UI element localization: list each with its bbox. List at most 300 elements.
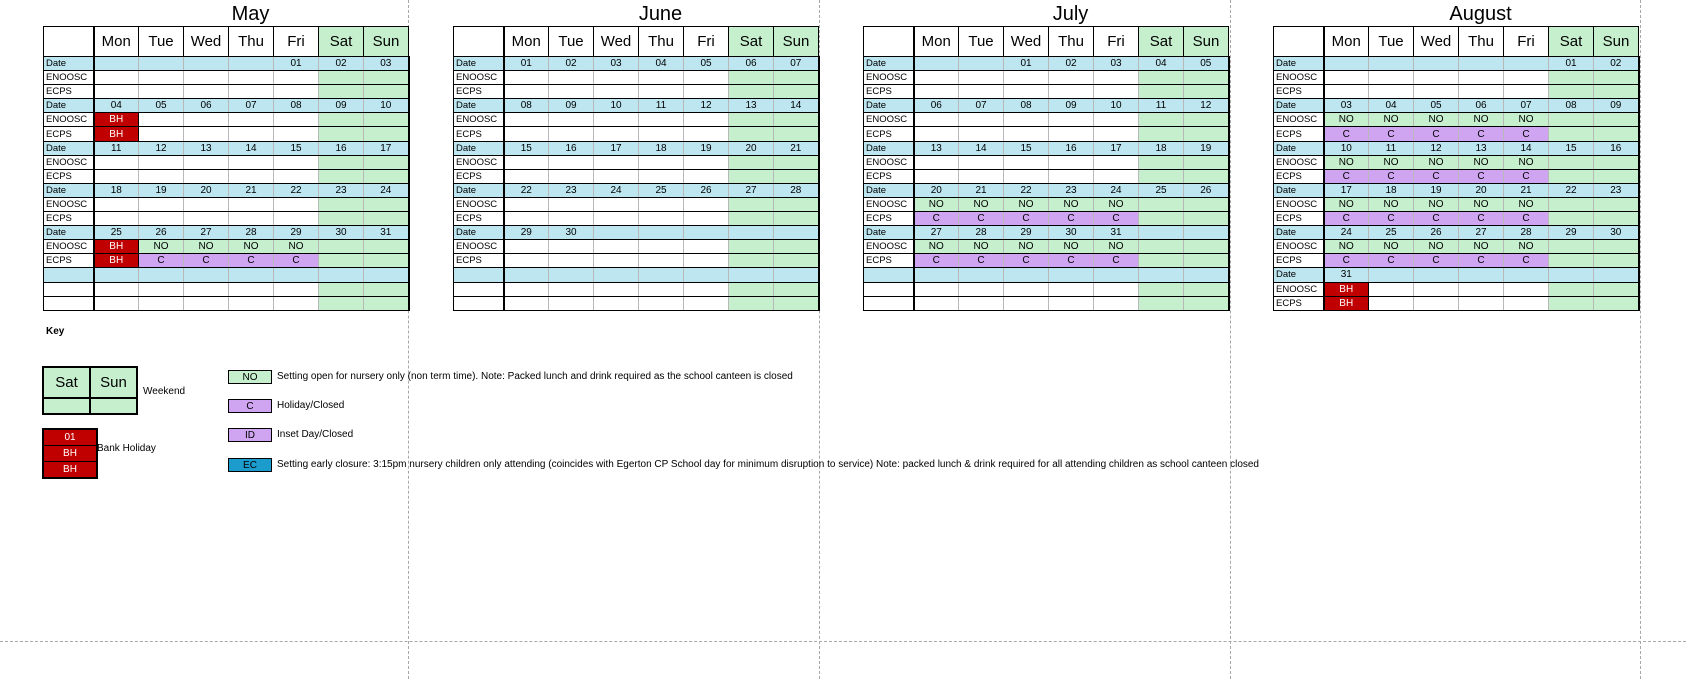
- date-cell: [639, 226, 684, 240]
- day-header-mon: Mon: [94, 27, 139, 57]
- ecps-status-cell: C: [1049, 212, 1094, 226]
- date-cell: [594, 226, 639, 240]
- ecps-status-cell: [1184, 169, 1229, 183]
- enoosc-status-cell: [1004, 155, 1049, 169]
- date-cell: 11: [1139, 99, 1184, 113]
- date-cell: [1504, 57, 1549, 71]
- ecps-status-cell: C: [959, 212, 1004, 226]
- blank-cell: [1049, 296, 1094, 310]
- ecps-row: [454, 254, 819, 268]
- enoosc-status-cell: [139, 197, 184, 211]
- enoosc-status-cell: [729, 113, 774, 127]
- blank-cell: [1004, 282, 1049, 296]
- date-cell: [1139, 226, 1184, 240]
- blank-label-cell: [864, 296, 914, 310]
- key-bh-cell: 01: [44, 430, 96, 446]
- enoosc-status-cell: [1004, 71, 1049, 85]
- date-cell: 15: [504, 141, 549, 155]
- ecps-status-cell: [1184, 127, 1229, 141]
- enoosc-status-cell: [94, 155, 139, 169]
- ecps-row: [1274, 296, 1639, 310]
- enoosc-status-cell: [1139, 197, 1184, 211]
- enoosc-status-cell: [1594, 71, 1639, 85]
- row-label-ecps: ECPS: [44, 127, 94, 141]
- row-label-enoosc: ENOOSC: [1274, 240, 1324, 254]
- ecps-status-cell: [1594, 127, 1639, 141]
- enoosc-status-cell: [1549, 113, 1594, 127]
- blank-cell: [504, 296, 549, 310]
- enoosc-status-cell: NO: [1459, 113, 1504, 127]
- ecps-status-cell: C: [1414, 127, 1459, 141]
- ecps-status-cell: [319, 254, 364, 268]
- enoosc-status-cell: [139, 113, 184, 127]
- enoosc-row: [1274, 197, 1639, 211]
- row-label-enoosc: ENOOSC: [1274, 197, 1324, 211]
- date-row: [44, 183, 409, 197]
- date-cell: 03: [594, 57, 639, 71]
- blank-label-cell: [44, 282, 94, 296]
- ecps-status-cell: [684, 85, 729, 99]
- enoosc-status-cell: NO: [1414, 240, 1459, 254]
- blank-label-cell: [864, 282, 914, 296]
- date-row: [864, 226, 1229, 240]
- date-cell: 22: [1004, 183, 1049, 197]
- ecps-status-cell: [1549, 169, 1594, 183]
- enoosc-row: [44, 155, 409, 169]
- enoosc-status-cell: [1094, 71, 1139, 85]
- blank-cell: [1004, 268, 1049, 282]
- date-cell: 21: [774, 141, 819, 155]
- enoosc-status-cell: [594, 113, 639, 127]
- date-cell: 09: [549, 99, 594, 113]
- enoosc-status-cell: [504, 155, 549, 169]
- ecps-status-cell: [1049, 85, 1094, 99]
- ecps-status-cell: C: [914, 212, 959, 226]
- ecps-status-cell: [914, 127, 959, 141]
- ecps-row: [44, 254, 409, 268]
- ecps-status-cell: [184, 212, 229, 226]
- row-label-enoosc: ENOOSC: [454, 113, 504, 127]
- blank-cell: [274, 282, 319, 296]
- blank-cell: [1049, 268, 1094, 282]
- enoosc-status-cell: NO: [1414, 155, 1459, 169]
- date-cell: 17: [594, 141, 639, 155]
- blank-cell: [594, 296, 639, 310]
- date-cell: 19: [684, 141, 729, 155]
- blank-cell: [1139, 268, 1184, 282]
- enoosc-status-cell: [364, 155, 409, 169]
- ecps-row: [454, 169, 819, 183]
- ecps-status-cell: C: [914, 254, 959, 268]
- month-calendar-table: [43, 26, 410, 311]
- row-label-enoosc: ENOOSC: [864, 113, 914, 127]
- date-cell: [1459, 57, 1504, 71]
- date-cell: 19: [139, 183, 184, 197]
- ecps-status-cell: [1049, 127, 1094, 141]
- blank-cell: [1139, 282, 1184, 296]
- date-cell: 03: [1324, 99, 1369, 113]
- ecps-status-cell: [549, 254, 594, 268]
- date-row: [44, 57, 409, 71]
- enoosc-status-cell: NO: [1504, 197, 1549, 211]
- row-label-date: Date: [44, 141, 94, 155]
- enoosc-status-cell: [549, 155, 594, 169]
- enoosc-row: [454, 240, 819, 254]
- ecps-status-cell: [1369, 85, 1414, 99]
- enoosc-status-cell: [319, 113, 364, 127]
- row-label-date: Date: [864, 141, 914, 155]
- blank-cell: [229, 296, 274, 310]
- date-cell: [684, 226, 729, 240]
- enoosc-status-cell: NO: [1459, 197, 1504, 211]
- enoosc-status-cell: [1094, 155, 1139, 169]
- enoosc-status-cell: [639, 155, 684, 169]
- enoosc-status-cell: [1139, 113, 1184, 127]
- date-cell: 02: [1049, 57, 1094, 71]
- ecps-status-cell: C: [1414, 212, 1459, 226]
- date-cell: 05: [684, 57, 729, 71]
- ecps-status-cell: [1549, 254, 1594, 268]
- blank-cell: [959, 268, 1004, 282]
- key-text-inset-day: Inset Day/Closed: [277, 429, 354, 440]
- ecps-status-cell: C: [1094, 254, 1139, 268]
- day-header-fri: Fri: [1094, 27, 1139, 57]
- day-header-sat: Sat: [1139, 27, 1184, 57]
- row-label-ecps: ECPS: [454, 85, 504, 99]
- enoosc-status-cell: [504, 197, 549, 211]
- ecps-status-cell: [229, 85, 274, 99]
- date-cell: 24: [1094, 183, 1139, 197]
- date-cell: 09: [1049, 99, 1094, 113]
- ecps-status-cell: [1049, 169, 1094, 183]
- enoosc-status-cell: [274, 155, 319, 169]
- enoosc-status-cell: [1594, 113, 1639, 127]
- ecps-status-cell: C: [184, 254, 229, 268]
- ecps-status-cell: C: [1504, 254, 1549, 268]
- date-row: [454, 99, 819, 113]
- enoosc-status-cell: NO: [1004, 197, 1049, 211]
- blank-cell: [1184, 268, 1229, 282]
- ecps-row: [454, 212, 819, 226]
- enoosc-status-cell: [1184, 240, 1229, 254]
- date-cell: 24: [1324, 226, 1369, 240]
- day-header-sun: Sun: [1594, 27, 1639, 57]
- row-label-ecps: ECPS: [44, 169, 94, 183]
- month-calendar-table: [863, 26, 1230, 311]
- enoosc-status-cell: [774, 240, 819, 254]
- date-cell: 27: [1459, 226, 1504, 240]
- date-cell: 02: [319, 57, 364, 71]
- row-label-enoosc: ENOOSC: [454, 155, 504, 169]
- day-header-fri: Fri: [274, 27, 319, 57]
- enoosc-status-cell: [184, 197, 229, 211]
- date-cell: [1594, 268, 1639, 282]
- ecps-status-cell: [1594, 296, 1639, 310]
- ecps-status-cell: [1549, 127, 1594, 141]
- enoosc-status-cell: [364, 113, 409, 127]
- date-cell: 01: [1004, 57, 1049, 71]
- date-cell: [1414, 268, 1459, 282]
- blank-row: [864, 282, 1229, 296]
- row-label-ecps: ECPS: [864, 254, 914, 268]
- enoosc-status-cell: [1594, 240, 1639, 254]
- ecps-status-cell: [549, 85, 594, 99]
- ecps-status-cell: [364, 85, 409, 99]
- blank-row: [44, 268, 409, 282]
- row-label-ecps: ECPS: [1274, 127, 1324, 141]
- blank-cell: [139, 268, 184, 282]
- date-row: [864, 141, 1229, 155]
- blank-label-cell: [44, 296, 94, 310]
- date-cell: 06: [1459, 99, 1504, 113]
- date-cell: 31: [364, 226, 409, 240]
- key-bh-cell: BH: [44, 462, 96, 477]
- date-cell: 21: [229, 183, 274, 197]
- date-cell: [1324, 57, 1369, 71]
- blank-cell: [594, 268, 639, 282]
- blank-row: [864, 268, 1229, 282]
- row-label-ecps: ECPS: [44, 212, 94, 226]
- ecps-status-cell: [639, 254, 684, 268]
- date-cell: 29: [504, 226, 549, 240]
- ecps-status-cell: C: [1459, 212, 1504, 226]
- enoosc-status-cell: [1414, 282, 1459, 296]
- ecps-status-cell: [684, 254, 729, 268]
- blank-label-cell: [864, 268, 914, 282]
- date-cell: [729, 226, 774, 240]
- date-cell: 27: [184, 226, 229, 240]
- blank-label-cell: [44, 268, 94, 282]
- blank-cell: [639, 282, 684, 296]
- date-row: [44, 99, 409, 113]
- ecps-status-cell: [184, 85, 229, 99]
- ecps-row: [864, 169, 1229, 183]
- date-cell: 31: [1094, 226, 1139, 240]
- ecps-status-cell: [504, 254, 549, 268]
- ecps-status-cell: [504, 169, 549, 183]
- enoosc-status-cell: [1549, 197, 1594, 211]
- enoosc-status-cell: NO: [139, 240, 184, 254]
- row-label-enoosc: ENOOSC: [864, 240, 914, 254]
- enoosc-status-cell: NO: [184, 240, 229, 254]
- ecps-status-cell: [594, 127, 639, 141]
- date-row: [1274, 226, 1639, 240]
- blank-cell: [549, 282, 594, 296]
- row-label-enoosc: ENOOSC: [454, 71, 504, 85]
- date-cell: 23: [1594, 183, 1639, 197]
- enoosc-status-cell: [684, 155, 729, 169]
- ecps-status-cell: BH: [94, 127, 139, 141]
- ecps-status-cell: [729, 169, 774, 183]
- key-swatch-closed: C: [228, 399, 272, 413]
- enoosc-status-cell: [94, 71, 139, 85]
- month-calendar-table: [453, 26, 820, 311]
- date-cell: 16: [549, 141, 594, 155]
- ecps-status-cell: [274, 85, 319, 99]
- row-label-enoosc: ENOOSC: [864, 155, 914, 169]
- ecps-status-cell: [364, 127, 409, 141]
- date-cell: 07: [229, 99, 274, 113]
- enoosc-status-cell: [729, 197, 774, 211]
- row-label-enoosc: ENOOSC: [44, 240, 94, 254]
- page-break-horizontal: [0, 641, 1686, 642]
- date-cell: [94, 57, 139, 71]
- date-cell: [184, 57, 229, 71]
- row-label-date: Date: [454, 99, 504, 113]
- enoosc-status-cell: BH: [94, 113, 139, 127]
- ecps-status-cell: [1549, 296, 1594, 310]
- date-cell: 01: [504, 57, 549, 71]
- ecps-status-cell: [639, 85, 684, 99]
- date-cell: 09: [319, 99, 364, 113]
- date-cell: [139, 57, 184, 71]
- enoosc-status-cell: [1549, 155, 1594, 169]
- ecps-status-cell: C: [1414, 254, 1459, 268]
- ecps-row: [1274, 85, 1639, 99]
- date-cell: 11: [94, 141, 139, 155]
- day-header-mon: Mon: [1324, 27, 1369, 57]
- date-cell: [229, 57, 274, 71]
- ecps-status-cell: [549, 127, 594, 141]
- row-label-ecps: ECPS: [454, 127, 504, 141]
- date-row: [454, 57, 819, 71]
- enoosc-status-cell: [594, 71, 639, 85]
- date-cell: 03: [1094, 57, 1139, 71]
- row-label-date: Date: [1274, 141, 1324, 155]
- blank-cell: [229, 268, 274, 282]
- key-bank-holiday-label: Bank Holiday: [97, 443, 156, 454]
- key-swatch-early-closure: EC: [228, 458, 272, 472]
- date-cell: 13: [914, 141, 959, 155]
- date-cell: 01: [274, 57, 319, 71]
- ecps-status-cell: [184, 169, 229, 183]
- ecps-status-cell: [94, 212, 139, 226]
- date-row: [454, 226, 819, 240]
- ecps-status-cell: C: [1504, 127, 1549, 141]
- ecps-status-cell: [549, 169, 594, 183]
- date-cell: 16: [1594, 141, 1639, 155]
- enoosc-status-cell: [549, 71, 594, 85]
- date-cell: 17: [364, 141, 409, 155]
- date-cell: [1369, 268, 1414, 282]
- ecps-status-cell: [1594, 212, 1639, 226]
- enoosc-status-cell: NO: [1094, 240, 1139, 254]
- date-cell: 14: [1504, 141, 1549, 155]
- row-label-date: Date: [454, 183, 504, 197]
- enoosc-status-cell: [774, 71, 819, 85]
- enoosc-status-cell: [684, 113, 729, 127]
- ecps-status-cell: [1459, 85, 1504, 99]
- row-label-date: Date: [1274, 99, 1324, 113]
- ecps-status-cell: [684, 169, 729, 183]
- blank-cell: [639, 268, 684, 282]
- ecps-status-cell: [1139, 212, 1184, 226]
- enoosc-status-cell: NO: [1369, 197, 1414, 211]
- date-cell: 28: [1504, 226, 1549, 240]
- date-cell: 26: [684, 183, 729, 197]
- date-cell: 25: [639, 183, 684, 197]
- day-header-thu: Thu: [639, 27, 684, 57]
- enoosc-status-cell: [274, 113, 319, 127]
- ecps-status-cell: [774, 85, 819, 99]
- ecps-status-cell: [1184, 254, 1229, 268]
- ecps-status-cell: C: [1504, 169, 1549, 183]
- day-header-tue: Tue: [549, 27, 594, 57]
- enoosc-status-cell: [184, 155, 229, 169]
- date-row: [454, 183, 819, 197]
- enoosc-status-cell: [1139, 240, 1184, 254]
- enoosc-status-cell: [729, 71, 774, 85]
- date-cell: 30: [1594, 226, 1639, 240]
- enoosc-status-cell: NO: [1369, 113, 1414, 127]
- ecps-status-cell: [229, 169, 274, 183]
- blank-cell: [684, 296, 729, 310]
- enoosc-status-cell: NO: [959, 197, 1004, 211]
- ecps-row: [1274, 212, 1639, 226]
- month-title: July: [1052, 3, 1089, 25]
- blank-cell: [549, 268, 594, 282]
- enoosc-status-cell: [1594, 282, 1639, 296]
- ecps-status-cell: C: [274, 254, 319, 268]
- ecps-status-cell: [319, 127, 364, 141]
- date-cell: 14: [229, 141, 274, 155]
- enoosc-status-cell: [1184, 71, 1229, 85]
- ecps-status-cell: [139, 127, 184, 141]
- ecps-status-cell: [729, 127, 774, 141]
- ecps-status-cell: [594, 169, 639, 183]
- day-header-sun: Sun: [364, 27, 409, 57]
- date-cell: 07: [959, 99, 1004, 113]
- date-cell: 05: [1184, 57, 1229, 71]
- blank-cell: [184, 268, 229, 282]
- row-label-date: Date: [454, 226, 504, 240]
- enoosc-status-cell: [229, 197, 274, 211]
- enoosc-status-cell: NO: [1414, 113, 1459, 127]
- date-cell: 27: [729, 183, 774, 197]
- ecps-status-cell: [1139, 254, 1184, 268]
- ecps-status-cell: [1184, 212, 1229, 226]
- ecps-row: [44, 212, 409, 226]
- enoosc-status-cell: NO: [1504, 155, 1549, 169]
- ecps-status-cell: C: [229, 254, 274, 268]
- blank-cell: [774, 268, 819, 282]
- key-swatch-nursery-only: NO: [228, 370, 272, 384]
- blank-label-cell: [454, 282, 504, 296]
- ecps-status-cell: [774, 127, 819, 141]
- ecps-status-cell: [229, 212, 274, 226]
- enoosc-status-cell: [729, 155, 774, 169]
- date-row: [1274, 268, 1639, 282]
- enoosc-status-cell: BH: [1324, 282, 1369, 296]
- enoosc-row: [864, 197, 1229, 211]
- date-cell: 11: [639, 99, 684, 113]
- enoosc-status-cell: NO: [1369, 240, 1414, 254]
- date-cell: [914, 57, 959, 71]
- date-cell: 07: [774, 57, 819, 71]
- enoosc-row: [864, 155, 1229, 169]
- enoosc-status-cell: [1549, 282, 1594, 296]
- blank-label-cell: [454, 296, 504, 310]
- day-header-sat: Sat: [319, 27, 364, 57]
- date-cell: 15: [1549, 141, 1594, 155]
- row-label-ecps: ECPS: [864, 169, 914, 183]
- enoosc-row: [1274, 71, 1639, 85]
- row-label-ecps: ECPS: [44, 85, 94, 99]
- ecps-status-cell: BH: [94, 254, 139, 268]
- ecps-status-cell: [594, 212, 639, 226]
- row-label-enoosc: ENOOSC: [454, 240, 504, 254]
- date-cell: 18: [1139, 141, 1184, 155]
